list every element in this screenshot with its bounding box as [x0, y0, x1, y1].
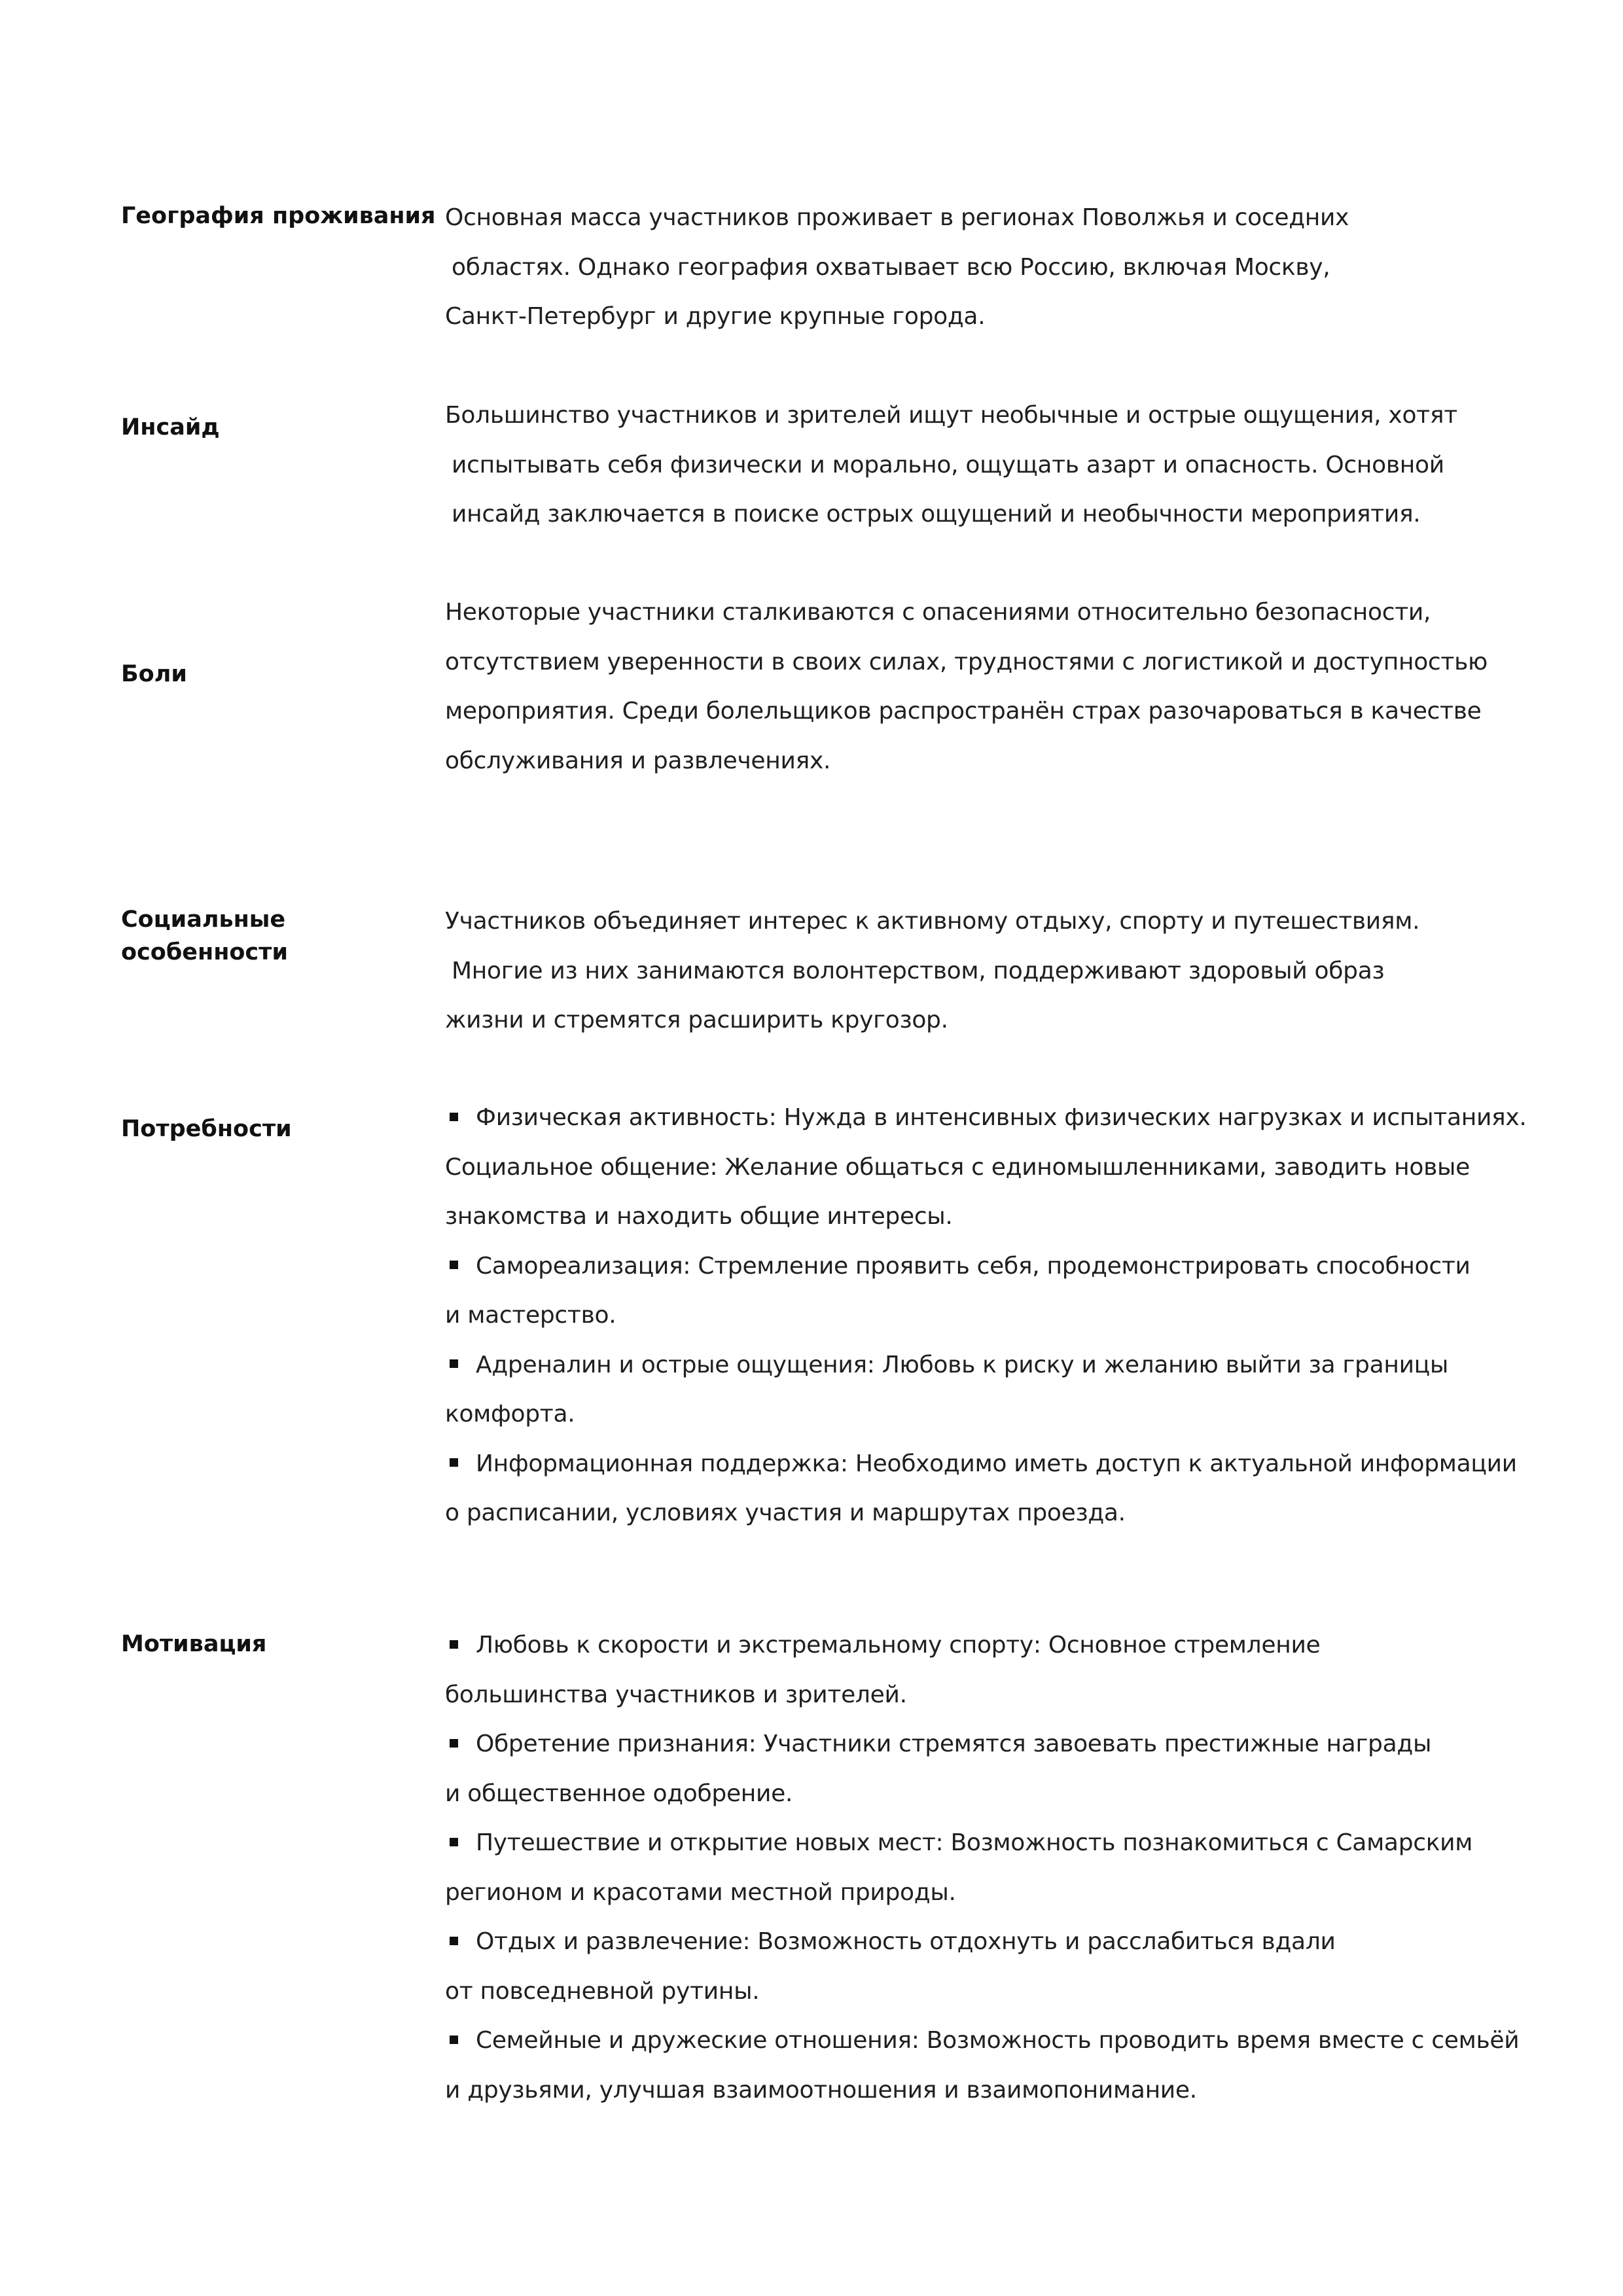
text-line: Участников объединяет интерес к активному отдыху, спорту и путешествиям. — [445, 908, 1420, 935]
section-label-social-line2: особенности — [121, 939, 288, 965]
section-text-insight — [445, 391, 1457, 539]
text-line: Большинство участников и зрителей ищут необычные и острые ощущения, хотят — [445, 402, 1457, 429]
section-list-motivation — [445, 1621, 1519, 2115]
text-line: испытывать себя физически и морально, ощущать азарт и опасность. Основной — [452, 451, 1444, 478]
section-label-pains: Боли — [121, 661, 187, 687]
bullet-icon — [450, 1359, 458, 1368]
section-label-geography: География проживания — [121, 203, 436, 229]
bullet-icon — [450, 1838, 458, 1846]
section-label-needs: Потребности — [121, 1116, 292, 1142]
text-line: регионом и красотами местной природы. — [445, 1878, 956, 1906]
text-line: большинства участников и зрителей. — [445, 1681, 907, 1708]
text-line: жизни и стремятся расширить кругозор. — [445, 1007, 948, 1033]
section-list-needs — [445, 1093, 1527, 1538]
bullet-icon — [450, 1937, 458, 1945]
bullet-icon — [450, 1640, 458, 1649]
text-line: отсутствием уверенности в своих силах, трудностями с логистикой и доступностью — [445, 648, 1488, 675]
list-item: Отдых и развлечение: Возможность отдохнуть и расслабиться вдали — [445, 1917, 1519, 1967]
text-line: комфорта. — [445, 1401, 575, 1427]
text-line: Социальное общение: Желание общаться с единомышленниками, заводить новые — [445, 1153, 1470, 1181]
text-line: областях. Однако география охватывает всю Россию, включая Москву, — [452, 253, 1330, 281]
list-item: Физическая активность: Нужда в интенсивных физических нагрузках и испытаниях. — [445, 1093, 1527, 1143]
text-line: Основная масса участников проживает в регионах Поволжья и соседних — [445, 204, 1349, 231]
text-line: и общественное одобрение. — [445, 1780, 793, 1807]
text-line: инсайд заключается в поиске острых ощущений и необычности мероприятия. — [452, 501, 1421, 528]
text-line: о расписании, условиях участия и маршрутах проезда. — [445, 1499, 1126, 1526]
bullet-icon — [450, 1261, 458, 1269]
list-item: Любовь к скорости и экстремальному спорту: Основное стремление — [445, 1621, 1519, 1670]
bullet-icon — [450, 1113, 458, 1121]
list-item: Информационная поддержка: Необходимо иметь доступ к актуальной информации — [445, 1439, 1527, 1489]
list-item: Самореализация: Стремление проявить себя, продемонстрировать способности — [445, 1242, 1527, 1291]
text-line: обслуживания и развлечениях. — [445, 747, 831, 774]
text-line: Некоторые участники сталкиваются с опасениями относительно безопасности, — [445, 599, 1431, 626]
section-text-geography — [445, 193, 1349, 342]
section-label-motivation: Мотивация — [121, 1631, 267, 1657]
text-line: и друзьями, улучшая взаимоотношения и взаимопонимание. — [445, 2076, 1197, 2104]
section-label-social-line1: Социальные — [121, 906, 286, 933]
text-line: мероприятия. Среди болельщиков распространён страх разочароваться в качестве — [445, 698, 1482, 725]
list-item: Путешествие и открытие новых мест: Возможность познакомиться с Самарским — [445, 1818, 1519, 1868]
text-line: Санкт-Петербург и другие крупные города. — [445, 303, 986, 330]
section-label-social — [121, 903, 288, 969]
section-label-insight: Инсайд — [121, 414, 220, 440]
text-line: знакомства и находить общие интересы. — [445, 1203, 953, 1230]
list-item: Обретение признания: Участники стремятся завоевать престижные награды — [445, 1719, 1519, 1769]
bullet-icon — [450, 1739, 458, 1748]
section-text-social — [445, 897, 1419, 1045]
bullet-icon — [450, 1458, 458, 1467]
section-text-pains — [445, 588, 1488, 785]
list-item: Семейные и дружеские отношения: Возможность проводить время вместе с семьёй — [445, 2016, 1519, 2066]
bullet-icon — [450, 2036, 458, 2044]
text-line: Многие из них занимаются волонтерством, поддерживают здоровый образ — [452, 957, 1385, 984]
list-item: Адреналин и острые ощущения: Любовь к риску и желанию выйти за границы — [445, 1340, 1527, 1390]
text-line: и мастерство. — [445, 1302, 616, 1329]
text-line: от повседневной рутины. — [445, 1977, 760, 2005]
